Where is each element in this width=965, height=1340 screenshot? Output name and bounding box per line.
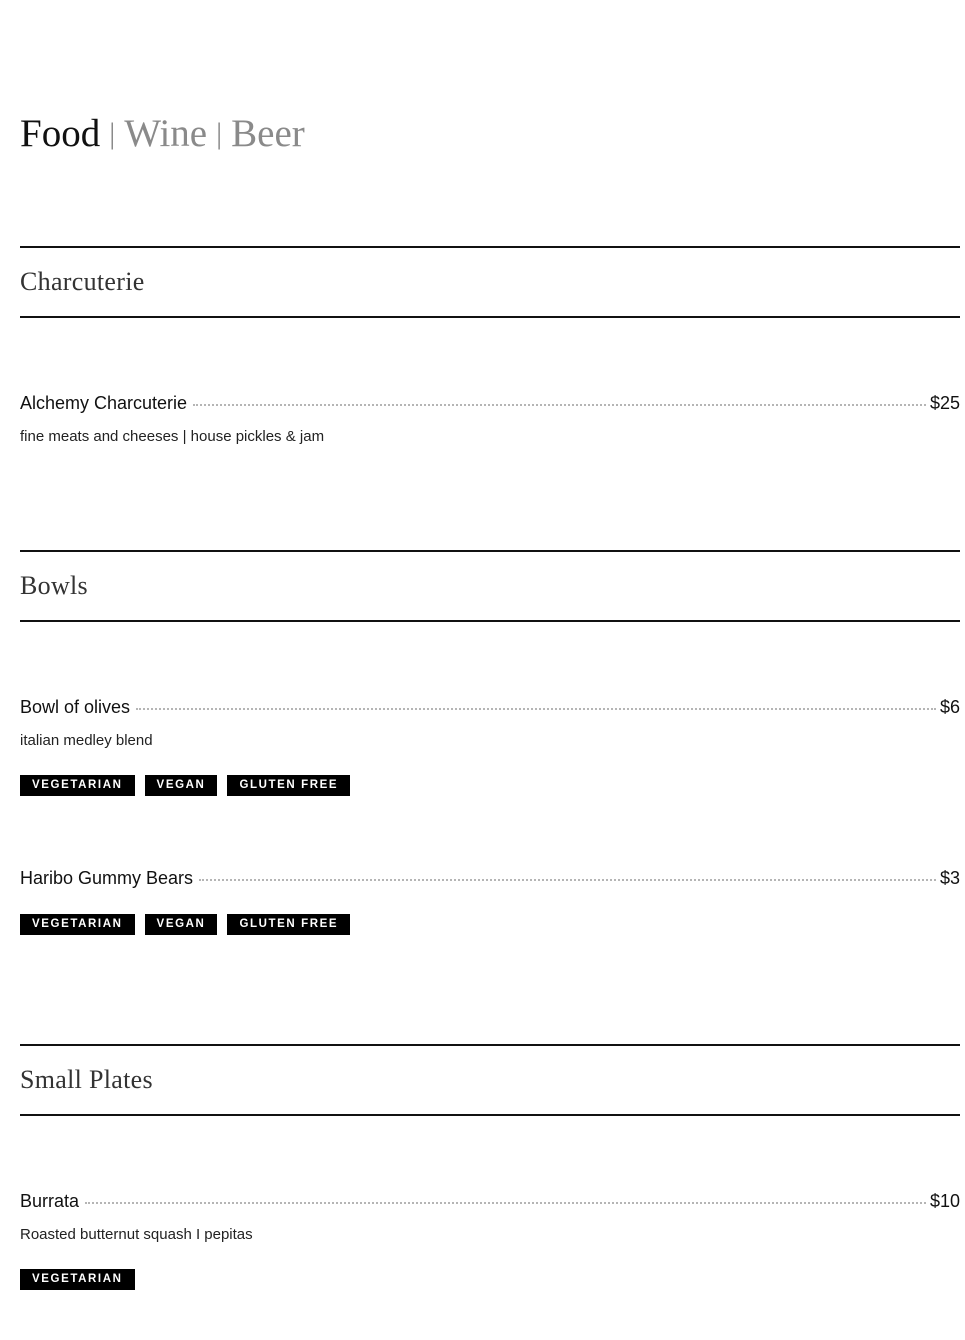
section-title: Small Plates: [20, 1065, 153, 1094]
item-name: Alchemy Charcuterie: [20, 393, 188, 413]
menu-item: [20, 695, 960, 796]
item-price: $6: [939, 697, 960, 717]
item-description: italian medley blend: [20, 732, 153, 749]
section-header: [20, 550, 960, 622]
section-bowls: [20, 550, 960, 930]
menu-item: [20, 1189, 960, 1290]
section-charcuterie: [20, 246, 960, 445]
item-row: [20, 1189, 960, 1213]
menu-item: [20, 866, 960, 935]
tag-gluten-free: GLUTEN FREE: [227, 914, 350, 935]
item-name: Burrata: [20, 1191, 80, 1211]
item-name: Haribo Gummy Bears: [20, 868, 194, 888]
nav-separator: |: [109, 117, 116, 150]
dotted-leader: [193, 404, 926, 406]
section-title: Charcuterie: [20, 267, 145, 296]
dotted-leader: [136, 708, 936, 710]
dotted-leader: [85, 1202, 926, 1204]
menu-item: [20, 391, 960, 447]
dietary-tags: [20, 775, 960, 796]
tag-vegetarian: VEGETARIAN: [20, 775, 135, 796]
dotted-leader: [199, 879, 936, 881]
section-title: Bowls: [20, 571, 88, 600]
tag-vegan: VEGAN: [145, 914, 218, 935]
item-price: $10: [929, 1191, 960, 1211]
tab-food[interactable]: Food: [20, 112, 101, 155]
section-header: [20, 1044, 960, 1116]
tab-beer[interactable]: Beer: [231, 112, 305, 155]
dietary-tags: [20, 1269, 960, 1290]
item-row: [20, 695, 960, 719]
item-description: Roasted butternut squash I pepitas: [20, 1226, 253, 1243]
item-row: [20, 866, 960, 890]
menu-nav: [20, 110, 305, 161]
section-small-plates: [20, 1044, 960, 1285]
tag-vegetarian: VEGETARIAN: [20, 1269, 135, 1290]
tag-vegan: VEGAN: [145, 775, 218, 796]
tag-vegetarian: VEGETARIAN: [20, 914, 135, 935]
section-header: [20, 246, 960, 318]
tag-gluten-free: GLUTEN FREE: [227, 775, 350, 796]
tab-wine[interactable]: Wine: [124, 112, 208, 155]
item-row: [20, 391, 960, 415]
item-name: Bowl of olives: [20, 697, 131, 717]
item-price: $3: [939, 868, 960, 888]
dietary-tags: [20, 914, 960, 935]
item-price: $25: [929, 393, 960, 413]
item-description: fine meats and cheeses | house pickles & jam: [20, 428, 325, 445]
nav-separator: |: [216, 117, 223, 150]
